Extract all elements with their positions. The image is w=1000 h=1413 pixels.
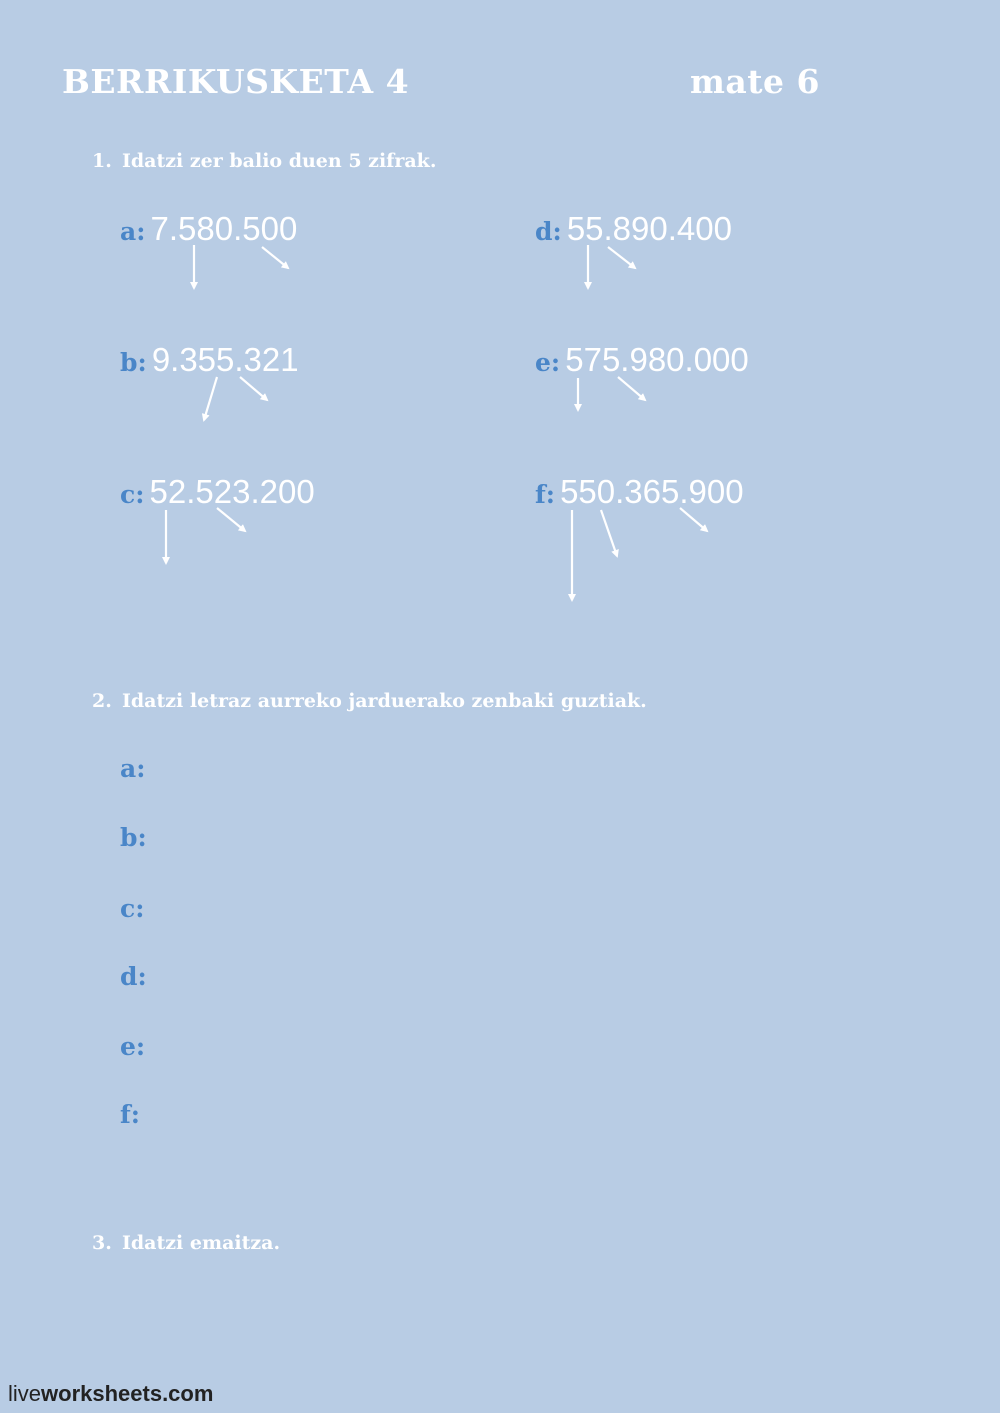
page-subtitle: mate 6: [690, 62, 820, 101]
arrow-c-2: [217, 508, 245, 531]
item-f-value: 550.365.900: [560, 473, 744, 510]
exercise-3-prompt: [92, 1232, 280, 1254]
exercise-1-number: 1.: [92, 150, 112, 172]
answer-a-label: a:: [120, 754, 146, 783]
answer-b-label: b:: [120, 823, 147, 852]
item-a-value: 7.580.500: [150, 210, 298, 247]
footer-brand-bold: worksheets.com: [41, 1381, 214, 1406]
item-a-label: a:: [120, 217, 146, 246]
arrow-b-2: [240, 377, 267, 400]
exercise-3-text: Idatzi emaitza.: [122, 1232, 281, 1254]
answer-c-label: c:: [120, 894, 145, 923]
item-b-value: 9.355.321: [151, 341, 299, 378]
exercise-2-number: 2.: [92, 690, 112, 712]
arrow-a-2: [262, 247, 288, 268]
footer-brand-light: live: [8, 1381, 42, 1406]
arrow-f-2: [601, 510, 617, 556]
item-e-value: 575.980.000: [565, 341, 749, 378]
item-c-label: c:: [120, 480, 145, 509]
arrow-e-2: [618, 377, 645, 400]
arrow-b-1: [204, 377, 217, 420]
item-e-label: e:: [535, 348, 561, 377]
item-d-value: 55.890.400: [566, 210, 732, 247]
item-d-label: d:: [535, 217, 562, 246]
exercise-1-text: Idatzi zer balio duen 5 zifrak.: [122, 150, 437, 172]
exercise-3-number: 3.: [92, 1232, 112, 1254]
arrow-d-2: [608, 247, 635, 268]
answer-f-label: f:: [120, 1100, 140, 1129]
item-f-label: f:: [535, 480, 555, 509]
arrow-f-3: [680, 508, 707, 531]
answer-e-label: e:: [120, 1032, 146, 1061]
exercise-2-text: Idatzi letraz aurreko jarduerako zenbaki guztiak.: [122, 690, 647, 712]
item-c-value: 52.523.200: [149, 473, 315, 510]
exercise-2-prompt: [92, 690, 647, 712]
footer-brand: [8, 1381, 213, 1407]
item-b-label: b:: [120, 348, 147, 377]
answer-d-label: d:: [120, 962, 147, 991]
page-title: BERRIKUSKETA 4: [62, 62, 410, 101]
